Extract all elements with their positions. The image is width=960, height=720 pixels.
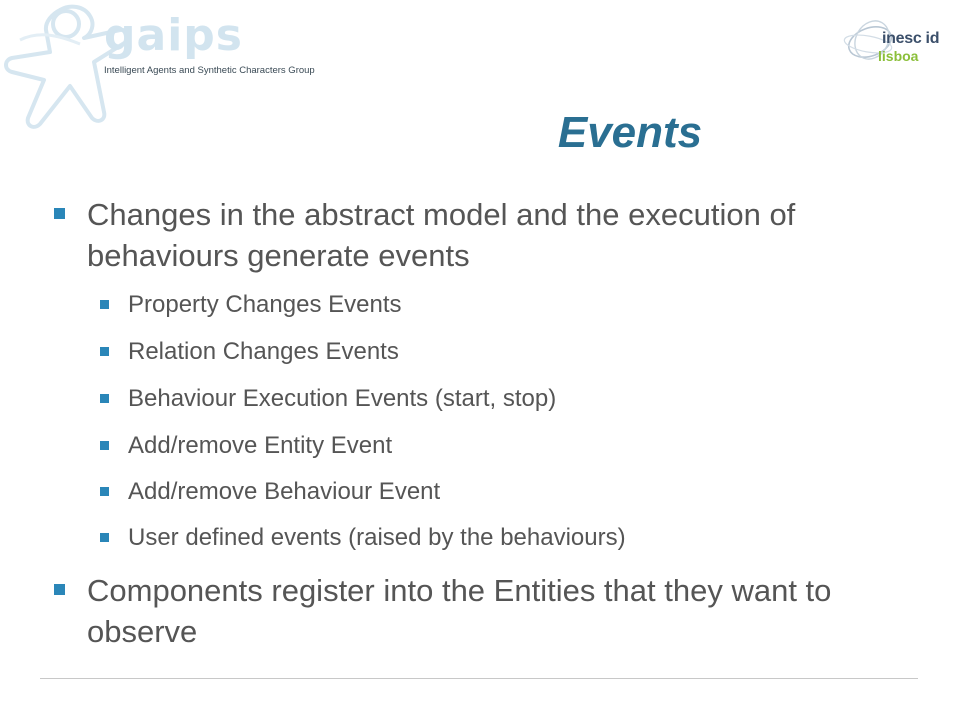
gaips-tagline: Intelligent Agents and Synthetic Characters Group — [104, 65, 315, 76]
sub-bullet-text: Property Changes Events — [128, 291, 402, 318]
sub-bullet-item — [100, 431, 900, 461]
sub-bullet-item — [100, 477, 900, 507]
square-bullet-icon — [100, 347, 109, 356]
square-bullet-icon — [100, 487, 109, 496]
bullet-item — [54, 194, 894, 276]
sub-bullet-item — [100, 384, 900, 414]
gaips-logo — [0, 0, 330, 150]
footer-divider — [40, 678, 918, 679]
gaips-wordmark: gaips — [104, 10, 243, 61]
square-bullet-icon — [100, 300, 109, 309]
square-bullet-icon — [54, 208, 65, 219]
sub-bullet-item — [100, 337, 900, 367]
square-bullet-icon — [100, 533, 109, 542]
sub-bullet-text: Add/remove Entity Event — [128, 432, 393, 459]
bullet-text: Components register into the Entities that they want to observe — [87, 573, 832, 649]
sub-bullet-text: Add/remove Behaviour Event — [128, 478, 441, 505]
inesc-id-logo — [842, 14, 954, 74]
sub-bullet-item — [100, 290, 900, 320]
sub-bullet-text: Relation Changes Events — [128, 338, 399, 365]
lisboa-text: lisboa — [878, 48, 919, 64]
sub-bullet-item — [100, 523, 900, 553]
inesc-id-text: inesc id — [882, 30, 940, 47]
bullet-text: Changes in the abstract model and the execution of behaviours generate events — [87, 197, 796, 273]
sub-bullet-text: User defined events (raised by the behaviours) — [128, 524, 626, 551]
slide-title: Events — [557, 108, 703, 157]
square-bullet-icon — [100, 441, 109, 450]
square-bullet-icon — [54, 584, 65, 595]
square-bullet-icon — [100, 394, 109, 403]
sub-bullet-text: Behaviour Execution Events (start, stop) — [128, 385, 557, 412]
bullet-item — [54, 570, 894, 652]
